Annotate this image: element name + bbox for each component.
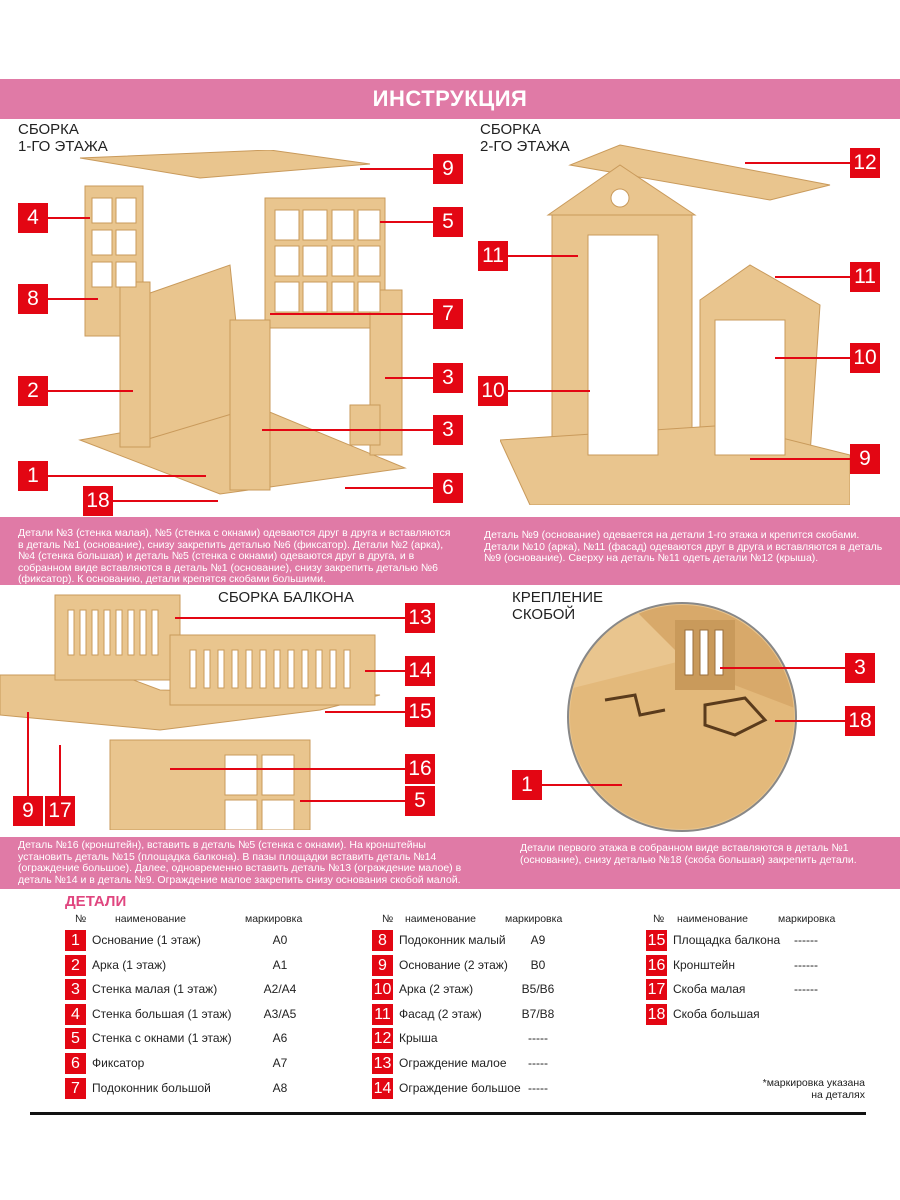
part-number-badge: 8 (372, 930, 393, 951)
part-name: Скоба большая (673, 1006, 760, 1021)
part-name: Фиксатор (92, 1056, 145, 1070)
part-number-badge: 12 (373, 1030, 392, 1048)
part-marking: B7/B8 (521, 1006, 555, 1021)
leader-line (542, 784, 622, 786)
label-bracket-3: 3 (845, 653, 875, 683)
bracket-title-line2: СКОБОЙ (512, 606, 576, 623)
label-floor2-10a: 10 (850, 343, 880, 373)
parts-row (372, 1004, 622, 1026)
leader-line (48, 475, 206, 477)
part-name: Площадка балкона (673, 933, 781, 947)
col1-head-num: № (75, 913, 87, 925)
label-floor2-11a: 11 (478, 241, 508, 271)
part-marking: A6 (272, 1031, 288, 1046)
parts-row (646, 979, 896, 1001)
leader-line (262, 429, 433, 431)
part-name: Крыша (399, 1031, 438, 1046)
part-marking: ------ (794, 933, 818, 947)
leader-line (270, 313, 433, 315)
part-name: Стенка малая (1 этаж) (92, 982, 218, 997)
part-number-badge: 16 (647, 956, 666, 974)
floor2-title-line1: СБОРКА (480, 121, 541, 138)
label-floor1-3a: 3 (433, 363, 463, 393)
part-number-badge: 2 (65, 955, 86, 976)
part-name: Кронштейн (673, 957, 735, 972)
leader-line (170, 768, 405, 770)
part-marking: ----- (528, 1080, 548, 1095)
part-marking: ------ (794, 982, 818, 997)
label-floor1-8: 8 (18, 284, 48, 314)
leader-line (175, 617, 405, 619)
floor1-title-line2: 1-ГО ЭТАЖА (18, 138, 108, 155)
label-floor1-4: 4 (18, 203, 48, 233)
leader-line (775, 357, 850, 359)
parts-row (372, 979, 622, 1001)
part-marking: A1 (272, 957, 288, 972)
part-name: Подоконник малый (399, 933, 506, 947)
part-name: Стенка большая (1 этаж) (92, 1006, 232, 1021)
part-number-badge: 4 (65, 1004, 86, 1025)
leader-line (360, 168, 433, 170)
footnote (740, 1077, 865, 1101)
parts-row (646, 930, 896, 952)
leader-line (48, 390, 133, 392)
leader-line (508, 255, 578, 257)
part-name: Скоба малая (673, 982, 746, 997)
leader-line (750, 458, 850, 460)
part-name: Арка (1 этаж) (92, 957, 167, 972)
col1-head-name: наименование (115, 913, 187, 925)
leader-line (345, 487, 433, 489)
label-floor1-3b: 3 (433, 415, 463, 445)
label-floor1-2: 2 (18, 376, 48, 406)
parts-row (372, 1053, 622, 1075)
part-number-badge: 15 (647, 932, 666, 949)
part-number-badge: 5 (65, 1028, 86, 1049)
part-marking: A7 (272, 1056, 288, 1070)
leader-line (48, 217, 90, 219)
parts-row (646, 955, 896, 977)
col3-head-name: наименование (677, 913, 749, 925)
part-number-badge: 14 (373, 1079, 392, 1097)
label-balcony-16: 16 (405, 754, 435, 784)
parts-title: ДЕТАЛИ (65, 893, 127, 910)
label-floor1-5: 5 (433, 207, 463, 237)
col3-head-mark: маркировка (778, 913, 836, 925)
part-marking: ----- (528, 1031, 548, 1046)
part-marking: A3/A5 (263, 1006, 297, 1021)
col3-head-num: № (653, 913, 665, 925)
leader-line (380, 221, 433, 223)
label-bracket-18: 18 (845, 706, 875, 736)
col2-head-num: № (382, 913, 394, 925)
page-title: ИНСТРУКЦИЯ (372, 86, 528, 111)
bottom-rule (30, 1112, 866, 1115)
part-number-badge: 17 (647, 981, 666, 999)
part-marking: B5/B6 (521, 982, 555, 997)
floor2-note: Деталь №9 (основание) одевается на детали 1-го этажа и крепится скобами. Детали №10 (арка), №11 (фасад) одеваются друг в друга и вставляются в деталь №9 (основание). Сверху на деталь №11 одеть детали №12 (крыша). (484, 529, 883, 564)
bracket-illustration (565, 600, 800, 835)
label-balcony-17: 17 (45, 796, 75, 826)
leader-line (48, 298, 98, 300)
parts-row (65, 979, 315, 1001)
label-balcony-5: 5 (405, 786, 435, 816)
leader-line (365, 670, 405, 672)
part-name: Основание (1 этаж) (92, 933, 201, 947)
part-name: Фасад (2 этаж) (399, 1006, 482, 1021)
part-marking: A8 (272, 1080, 288, 1095)
label-floor2-12: 12 (850, 148, 880, 178)
label-balcony-9: 9 (13, 796, 43, 826)
parts-row (372, 1028, 622, 1050)
part-name: Стенка с окнами (1 этаж) (92, 1031, 232, 1046)
part-name: Подоконник большой (92, 1080, 211, 1095)
parts-row (65, 1028, 315, 1050)
floor1-illustration (70, 150, 410, 500)
leader-line (59, 745, 61, 796)
part-marking: A2/A4 (263, 982, 297, 997)
part-marking: A9 (530, 933, 546, 947)
floor2-illustration (500, 140, 850, 505)
parts-row (646, 1004, 896, 1026)
leader-line (325, 711, 405, 713)
parts-row (65, 955, 315, 977)
parts-row (372, 930, 622, 952)
leader-line (508, 390, 590, 392)
footnote-line2: на деталях (811, 1089, 865, 1101)
part-name: Ограждение большое (399, 1080, 521, 1095)
part-number-badge: 1 (65, 930, 86, 951)
label-floor1-18: 18 (83, 486, 113, 516)
leader-line (775, 276, 850, 278)
part-number-badge: 13 (373, 1055, 392, 1072)
label-balcony-14: 14 (405, 656, 435, 686)
leader-line (113, 500, 218, 502)
parts-row (372, 1078, 622, 1100)
part-name: Ограждение малое (399, 1056, 507, 1070)
parts-row (65, 1004, 315, 1026)
part-marking: A0 (272, 933, 288, 947)
balcony-title: СБОРКА БАЛКОНА (218, 589, 354, 606)
label-floor1-1: 1 (18, 461, 48, 491)
leader-line (745, 162, 850, 164)
part-name: Основание (2 этаж) (399, 957, 508, 972)
label-bracket-1: 1 (512, 770, 542, 800)
part-marking: B0 (530, 957, 546, 972)
label-balcony-15: 15 (405, 697, 435, 727)
part-name: Арка (2 этаж) (399, 982, 474, 997)
footnote-line1: *маркировка указана (762, 1077, 865, 1089)
floor2-title-line2: 2-ГО ЭТАЖА (480, 138, 570, 155)
label-floor2-10b: 10 (478, 376, 508, 406)
leader-line (775, 720, 845, 722)
label-floor2-11b: 11 (850, 262, 880, 292)
col2-head-name: наименование (405, 913, 477, 925)
parts-row (65, 930, 315, 952)
bracket-note: Детали первого этажа в собранном виде вставляются в деталь №1 (основание), снизу деталью №18 (скоба большая) закрепить детали. (520, 842, 857, 866)
part-number-badge: 6 (65, 1053, 86, 1074)
label-floor1-7: 7 (433, 299, 463, 329)
col1-head-mark: маркировка (245, 913, 303, 925)
col2-head-mark: маркировка (505, 913, 563, 925)
label-balcony-13: 13 (405, 603, 435, 633)
leader-line (27, 712, 29, 796)
parts-row (65, 1053, 315, 1075)
part-number-badge: 11 (372, 1004, 393, 1025)
label-floor2-9: 9 (850, 444, 880, 474)
floor1-note: Детали №3 (стенка малая), №5 (стенка с окнами) одеваются друг в друга и вставляются в деталь №1 (основание), снизу закрепить деталью №6 (фиксатор). Детали №2 (арка), №4 (стенка большая) и деталь №5 (стенка с окнами) одеваются друг в друга, и в собранном виде вставляются в деталь №1 (основание), снизу закрепить деталью №6 (фиксатор). К основанию, детали крепятся скобами большими. (18, 527, 451, 585)
part-number-badge: 9 (372, 955, 393, 976)
part-marking: ------ (794, 957, 818, 972)
part-marking: ----- (528, 1056, 548, 1070)
balcony-note: Деталь №16 (кронштейн), вставить в деталь №5 (стенка с окнами). На кронштейны установить деталь №15 (площадка балкона). В пазы площадки вставить деталь №14 (ограждение большое). Далее, одновременно вставить деталь №13 (ограждение малое) в деталь №14 и в деталь №9. Ограждение малое закрепить снизу основания скобой малой. (18, 839, 462, 886)
label-floor1-9: 9 (433, 154, 463, 184)
leader-line (300, 800, 405, 802)
parts-row (65, 1078, 315, 1100)
bracket-title-line1: КРЕПЛЕНИЕ (512, 589, 603, 606)
leader-line (720, 667, 845, 669)
parts-row (372, 955, 622, 977)
label-floor1-6: 6 (433, 473, 463, 503)
part-number-badge: 7 (65, 1078, 86, 1099)
part-number-badge: 3 (65, 979, 86, 1000)
part-number-badge: 18 (647, 1005, 666, 1023)
part-number-badge: 10 (373, 981, 392, 999)
floor1-title-line1: СБОРКА (18, 121, 79, 138)
leader-line (385, 377, 433, 379)
